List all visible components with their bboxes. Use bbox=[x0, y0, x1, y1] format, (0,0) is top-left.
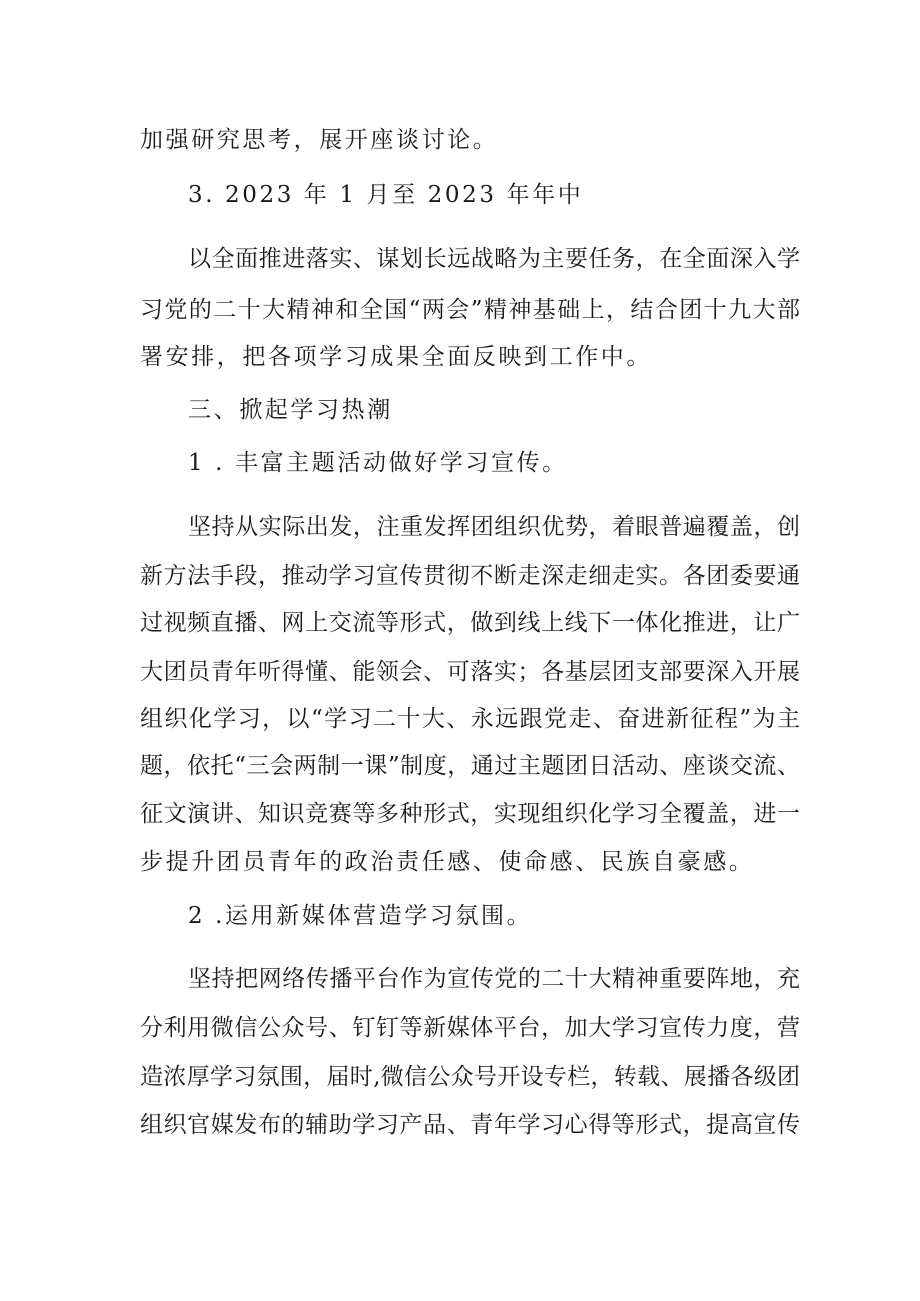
paragraph-line: 习党的二十大精神和全国“两会”精神基础上，结合团十九大部 bbox=[140, 297, 800, 323]
paragraph-line: 造浓厚学习氛围，届时,微信公众号开设专栏，转载、展播各级团 bbox=[140, 1064, 800, 1090]
section-heading: 三、掀起学习热潮 bbox=[188, 397, 393, 423]
paragraph-line: 坚持从实际出发，注重发挥团组织优势，着眼普遍覆盖，创 bbox=[188, 514, 800, 540]
paragraph-line: 分利用微信公众号、钉钉等新媒体平台，加大学习宣传力度，营 bbox=[140, 1015, 800, 1041]
subheading-date-range: 3. 2023 年 1 月至 2023 年年中 bbox=[188, 182, 584, 208]
paragraph-line: 加强研究思考，展开座谈讨论。 bbox=[140, 127, 499, 153]
subheading-item-1: 1 . 丰富主题活动做好学习宣传。 bbox=[188, 450, 568, 476]
paragraph-line: 征文演讲、知识竞赛等多种形式，实现组织化学习全覆盖，进一 bbox=[140, 801, 800, 827]
paragraph-line: 大团员青年听得懂、能领会、可落实；各基层团支部要深入开展 bbox=[140, 659, 800, 685]
paragraph-line: 坚持把网络传播平台作为宣传党的二十大精神重要阵地，充 bbox=[188, 966, 800, 992]
paragraph-line: 步提升团员青年的政治责任感、使命感、民族自豪感。 bbox=[140, 849, 755, 875]
paragraph-line: 题，依托“三会两制一课”制度，通过主题团日活动、座谈交流、 bbox=[140, 753, 800, 779]
paragraph-line: 署安排，把各项学习成果全面反映到工作中。 bbox=[140, 344, 652, 370]
paragraph-line: 新方法手段，推动学习宣传贯彻不断走深走细走实。各团委要通 bbox=[140, 563, 800, 589]
subheading-item-2: 2 .运用新媒体营造学习氛围。 bbox=[188, 903, 533, 929]
paragraph-line: 组织官媒发布的辅助学习产品、青年学习心得等形式，提高宣传 bbox=[140, 1112, 800, 1138]
paragraph-line: 过视频直播、网上交流等形式，做到线上线下一体化推进，让广 bbox=[140, 610, 800, 636]
paragraph-line: 以全面推进落实、谋划长远战略为主要任务，在全面深入学 bbox=[188, 246, 800, 272]
paragraph-line: 组织化学习，以“学习二十大、永远跟党走、奋进新征程”为主 bbox=[140, 706, 800, 732]
